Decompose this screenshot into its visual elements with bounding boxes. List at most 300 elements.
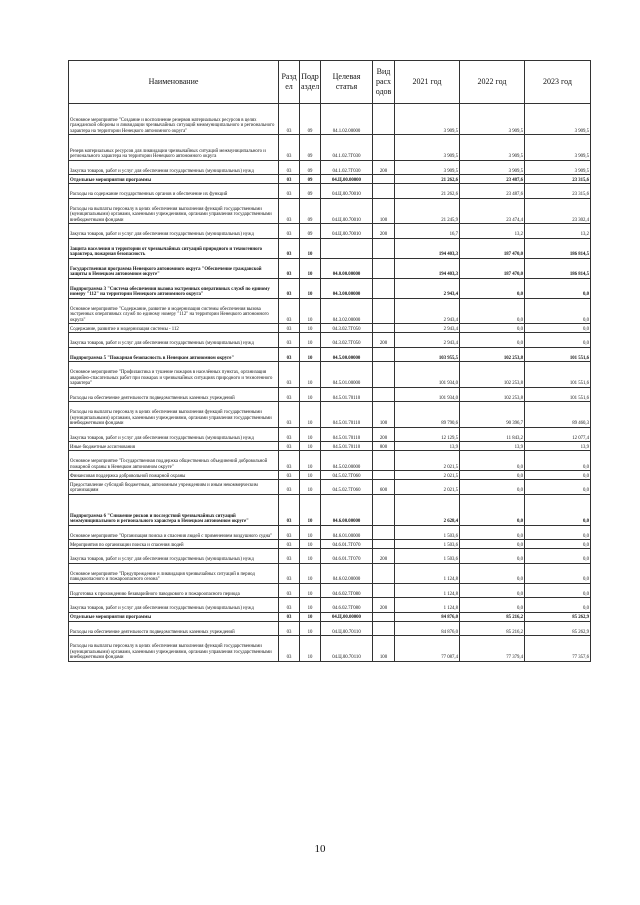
row-tselevaya-statya: 04.6.02.00000: [321, 563, 373, 583]
row-razdel: 03: [279, 347, 300, 362]
row-value-2021: 1 124,8: [395, 563, 460, 583]
row-tselevaya-statya: 04.Ц.00.70010: [321, 224, 373, 239]
row-value-2022: 102 253,8: [460, 362, 525, 388]
row-name: Отдельные мероприятия программы: [69, 612, 279, 621]
row-vid-raskhodov: 200: [373, 549, 395, 564]
row-podrazdel: 10: [300, 258, 321, 278]
row-value-2021: 1 124,8: [395, 598, 460, 613]
row-tselevaya-statya: 04.6.01.7Г070: [321, 549, 373, 564]
row-razdel: 03: [279, 549, 300, 564]
header-podrazdel: Подр аздел: [300, 61, 321, 104]
row-razdel: 03: [279, 480, 300, 495]
row-value-2023: 0,0: [525, 451, 591, 471]
row-vid-raskhodov: 100: [373, 402, 395, 428]
row-value-2021: 3 909,5: [395, 104, 460, 135]
row-razdel: 03: [279, 362, 300, 388]
row-tselevaya-statya: 04.6.01.00000: [321, 525, 373, 540]
row-tselevaya-statya: 04.6.00.00000: [321, 494, 373, 525]
table-row: [69, 563, 591, 583]
row-razdel: 03: [279, 402, 300, 428]
row-tselevaya-statya: 04.5.02.00000: [321, 451, 373, 471]
row-value-2023: 23 302,4: [525, 198, 591, 224]
row-value-2021: 101 934,0: [395, 362, 460, 388]
row-value-2021: 84 876,0: [395, 612, 460, 621]
row-tselevaya-statya: 04.1.02.7Г030: [321, 160, 373, 175]
row-name: Подготовка к прохождению безаварийного паводкового и пожароопасного периода: [69, 583, 279, 598]
row-value-2022: 0,0: [460, 583, 525, 598]
row-value-2023: 0,0: [525, 298, 591, 324]
row-tselevaya-statya: 04.1.02.7Г030: [321, 135, 373, 161]
row-podrazdel: 10: [300, 278, 321, 298]
table-row: [69, 621, 591, 636]
row-razdel: 03: [279, 612, 300, 621]
table-row: [69, 238, 591, 258]
row-vid-raskhodov: [373, 298, 395, 324]
row-value-2023: 186 814,5: [525, 258, 591, 278]
row-podrazdel: 09: [300, 175, 321, 184]
row-vid-raskhodov: 600: [373, 480, 395, 495]
row-vid-raskhodov: [373, 451, 395, 471]
row-vid-raskhodov: [373, 525, 395, 540]
row-tselevaya-statya: 04.Ц.00.00000: [321, 175, 373, 184]
row-value-2023: 12 077,4: [525, 427, 591, 442]
row-value-2023: 0,0: [525, 324, 591, 333]
row-name: Основное мероприятие "Создание и восполнение резервов материальных ресурсов в целях гражданской обороны и ликвидации чрезвычайных ситуаций межмуниципального и регионального характера на территории Ненецкого автономного округа": [69, 104, 279, 135]
row-name: Расходы на обеспечение деятельности подведомственных казенных учреждений: [69, 387, 279, 402]
row-vid-raskhodov: 200: [373, 224, 395, 239]
table-row: [69, 278, 591, 298]
row-vid-raskhodov: [373, 387, 395, 402]
row-podrazdel: 10: [300, 549, 321, 564]
row-value-2023: 0,0: [525, 525, 591, 540]
row-value-2022: 0,0: [460, 540, 525, 549]
row-value-2023: 0,0: [525, 480, 591, 495]
row-podrazdel: 10: [300, 494, 321, 525]
row-vid-raskhodov: [373, 347, 395, 362]
row-value-2022: 11 843,2: [460, 427, 525, 442]
table-row: [69, 471, 591, 480]
row-vid-raskhodov: [373, 494, 395, 525]
table-row: [69, 549, 591, 564]
row-value-2023: 3 909,5: [525, 160, 591, 175]
table-row: [69, 184, 591, 199]
row-name: Расходы на выплаты персоналу в целях обеспечения выполнения функций государственными (муниципальными) органами, казенными учреждениями, органами управления государственными внебюджетными фондами: [69, 402, 279, 428]
table-row: [69, 442, 591, 451]
row-razdel: 03: [279, 333, 300, 348]
row-name: Мероприятия по организации поиска и спасения людей: [69, 540, 279, 549]
table-row: [69, 135, 591, 161]
row-name: Отдельные мероприятия программы: [69, 175, 279, 184]
row-vid-raskhodov: 200: [373, 427, 395, 442]
row-value-2023: 0,0: [525, 549, 591, 564]
row-tselevaya-statya: 04.Ц.00.70010: [321, 198, 373, 224]
table-row: [69, 198, 591, 224]
row-value-2022: 13,2: [460, 224, 525, 239]
table-row: [69, 362, 591, 388]
row-value-2022: 23 474,4: [460, 198, 525, 224]
row-razdel: 03: [279, 451, 300, 471]
row-value-2021: 89 790,6: [395, 402, 460, 428]
row-value-2021: 2 021,5: [395, 480, 460, 495]
header-2022: 2022 год: [460, 61, 525, 104]
row-razdel: 03: [279, 621, 300, 636]
row-podrazdel: 10: [300, 298, 321, 324]
row-value-2021: 1 124,8: [395, 583, 460, 598]
row-razdel: 03: [279, 494, 300, 525]
table-row: [69, 612, 591, 621]
row-razdel: 03: [279, 387, 300, 402]
row-vid-raskhodov: 200: [373, 333, 395, 348]
row-vid-raskhodov: 800: [373, 442, 395, 451]
row-tselevaya-statya: 04.5.01.70110: [321, 402, 373, 428]
row-value-2023: 0,0: [525, 583, 591, 598]
row-value-2022: 0,0: [460, 471, 525, 480]
row-razdel: 03: [279, 135, 300, 161]
row-tselevaya-statya: 04.3.02.00000: [321, 298, 373, 324]
row-value-2022: 0,0: [460, 549, 525, 564]
table-row: [69, 298, 591, 324]
header-2023: 2023 год: [525, 61, 591, 104]
row-value-2023: 3 909,5: [525, 135, 591, 161]
row-tselevaya-statya: 04.3.00.00000: [321, 278, 373, 298]
row-razdel: 03: [279, 583, 300, 598]
row-value-2023: 0,0: [525, 540, 591, 549]
row-podrazdel: 10: [300, 442, 321, 451]
row-value-2023: 0,0: [525, 563, 591, 583]
table-row: [69, 160, 591, 175]
row-name: Подпрограмма 5 "Пожарная безопасность в Ненецком автономном округе": [69, 347, 279, 362]
row-tselevaya-statya: 04.6.02.7Г080: [321, 583, 373, 598]
header-vid-raskhodov: Вид расх одов: [373, 61, 395, 104]
table-row: [69, 451, 591, 471]
header-name: Наименование: [69, 61, 279, 104]
row-razdel: 03: [279, 471, 300, 480]
row-name: Подпрограмма 3 "Система обеспечения вызова экстренных оперативных служб по единому номеру "112" на территории Ненецкого автономного округа": [69, 278, 279, 298]
row-value-2022: 0,0: [460, 494, 525, 525]
row-name: Основное мероприятие "Предупреждение и ликвидация чрезвычайных ситуаций в период паводкоопасного и пожароопасного сезона": [69, 563, 279, 583]
header-2021: 2021 год: [395, 61, 460, 104]
row-name: Основное мероприятие "Организация поиска и спасения людей с применением воздушного судна": [69, 525, 279, 540]
row-name: Расходы на выплаты персоналу в целях обеспечения выполнения функций государственными (муниципальными) органами, казенными учреждениями, органами управления государственными внебюджетными фондами: [69, 198, 279, 224]
row-value-2022: 0,0: [460, 598, 525, 613]
row-tselevaya-statya: 04.3.02.7Г050: [321, 324, 373, 333]
row-name: Иные бюджетные ассигнования: [69, 442, 279, 451]
row-tselevaya-statya: 04.Ц.00.70110: [321, 621, 373, 636]
row-razdel: 03: [279, 258, 300, 278]
row-value-2022: 0,0: [460, 451, 525, 471]
row-value-2023: 23 315,6: [525, 184, 591, 199]
row-podrazdel: 09: [300, 135, 321, 161]
row-tselevaya-statya: 04.5.02.7Г060: [321, 471, 373, 480]
row-podrazdel: 10: [300, 636, 321, 662]
row-vid-raskhodov: 200: [373, 598, 395, 613]
row-name: Государственная программа Ненецкого автономного округа "Обеспечение гражданской защиты в Ненецком автономном округе": [69, 258, 279, 278]
row-value-2023: 101 551,6: [525, 347, 591, 362]
row-vid-raskhodov: [373, 612, 395, 621]
row-name: Основное мероприятие "Содержание, развитие и модернизация системы обеспечения вызова экстренных оперативных служб по единому номеру "112" на территории Ненецкого автономного округа": [69, 298, 279, 324]
row-name: Закупка товаров, работ и услуг для обеспечения государственных (муниципальных) нужд: [69, 224, 279, 239]
row-tselevaya-statya: 04.5.02.7Г060: [321, 480, 373, 495]
row-podrazdel: 10: [300, 612, 321, 621]
row-name: Предоставление субсидий бюджетным, автономным учреждениям и иным некоммерческим организациям: [69, 480, 279, 495]
row-razdel: 03: [279, 278, 300, 298]
row-value-2022: 102 253,8: [460, 387, 525, 402]
row-podrazdel: 10: [300, 451, 321, 471]
row-tselevaya-statya: [321, 238, 373, 258]
row-tselevaya-statya: 04.5.01.00000: [321, 362, 373, 388]
header-razdel: Разд ел: [279, 61, 300, 104]
row-value-2022: 0,0: [460, 563, 525, 583]
page-number: 10: [314, 843, 326, 855]
row-podrazdel: 10: [300, 402, 321, 428]
row-value-2021: 21 262,6: [395, 175, 460, 184]
table-row: [69, 258, 591, 278]
row-razdel: 03: [279, 184, 300, 199]
row-value-2023: 3 909,5: [525, 104, 591, 135]
row-value-2021: 21 262,6: [395, 184, 460, 199]
row-value-2022: 23 487,6: [460, 184, 525, 199]
row-razdel: 03: [279, 104, 300, 135]
row-name: Расходы на обеспечение деятельности подведомственных казенных учреждений: [69, 621, 279, 636]
row-value-2022: 0,0: [460, 324, 525, 333]
row-podrazdel: 10: [300, 598, 321, 613]
row-value-2021: 3 909,5: [395, 160, 460, 175]
table-row: [69, 347, 591, 362]
row-podrazdel: 09: [300, 160, 321, 175]
row-value-2021: 2 021,5: [395, 451, 460, 471]
row-value-2021: 21 245,9: [395, 198, 460, 224]
row-tselevaya-statya: 04.1.02.00000: [321, 104, 373, 135]
row-name: Основное мероприятие "Государственная поддержка общественных объединений добровольной пожарной охраны в Ненецком автономном округе": [69, 451, 279, 471]
row-value-2022: 0,0: [460, 278, 525, 298]
budget-sheet: [68, 60, 590, 662]
row-value-2021: 2 943,4: [395, 278, 460, 298]
row-value-2022: 0,0: [460, 480, 525, 495]
row-value-2022: 85 216,2: [460, 621, 525, 636]
row-tselevaya-statya: 04.Ц.00.70010: [321, 184, 373, 199]
row-value-2022: 85 216,2: [460, 612, 525, 621]
row-value-2022: 0,0: [460, 298, 525, 324]
row-value-2023: 0,0: [525, 278, 591, 298]
row-name: Расходы на выплаты персоналу в целях обеспечения выполнения функций государственными (муниципальными) органами, казенными учреждениями, органами управления государственными внебюджетными фондами: [69, 636, 279, 662]
row-podrazdel: 10: [300, 621, 321, 636]
row-name: Подпрограмма 6 "Снижение рисков и последствий чрезвычайных ситуаций межмуниципального и регионального характера в Ненецком автономном округе": [69, 494, 279, 525]
row-value-2022: 3 909,5: [460, 135, 525, 161]
row-name: Закупка товаров, работ и услуг для обеспечения государственных (муниципальных) нужд: [69, 598, 279, 613]
row-value-2021: 3 909,5: [395, 135, 460, 161]
row-value-2023: 101 551,6: [525, 362, 591, 388]
row-value-2021: 101 934,0: [395, 387, 460, 402]
row-vid-raskhodov: 100: [373, 636, 395, 662]
row-name: Закупка товаров, работ и услуг для обеспечения государственных (муниципальных) нужд: [69, 549, 279, 564]
row-tselevaya-statya: 04.5.01.70110: [321, 387, 373, 402]
table-body: [69, 104, 591, 662]
row-name: Закупка товаров, работ и услуг для обеспечения государственных (муниципальных) нужд: [69, 427, 279, 442]
row-tselevaya-statya: 04.3.02.7Г050: [321, 333, 373, 348]
row-value-2023: 186 814,5: [525, 238, 591, 258]
row-value-2022: 13,9: [460, 442, 525, 451]
row-value-2022: 77 379,4: [460, 636, 525, 662]
row-razdel: 03: [279, 442, 300, 451]
row-value-2021: 2 943,4: [395, 298, 460, 324]
row-name: Основное мероприятие "Профилактика и тушение пожаров в населённых пунктах, организация аварийно-спасательных работ при пожарах и чрезвычайных ситуациях природного и техногенного характера": [69, 362, 279, 388]
table-row: [69, 583, 591, 598]
row-value-2023: 0,0: [525, 598, 591, 613]
row-value-2023: 13,9: [525, 442, 591, 451]
row-value-2021: 1 503,6: [395, 549, 460, 564]
table-row: [69, 387, 591, 402]
row-vid-raskhodov: [373, 324, 395, 333]
row-tselevaya-statya: 04.Ц.00.00000: [321, 612, 373, 621]
row-value-2022: 0,0: [460, 525, 525, 540]
row-podrazdel: 10: [300, 583, 321, 598]
row-name: Расходы на содержание государственных органов и обеспечение их функций: [69, 184, 279, 199]
row-name: Резерв материальных ресурсов для ликвидации чрезвычайных ситуаций межмуниципального и регионального характера на территории Ненецкого автономного округа: [69, 135, 279, 161]
row-vid-raskhodov: [373, 184, 395, 199]
row-podrazdel: 10: [300, 427, 321, 442]
row-value-2022: 187 470,0: [460, 238, 525, 258]
row-tselevaya-statya: 04.6.02.7Г080: [321, 598, 373, 613]
row-vid-raskhodov: [373, 540, 395, 549]
row-value-2021: 2 628,4: [395, 494, 460, 525]
row-value-2023: 85 262,9: [525, 612, 591, 621]
table-row: [69, 636, 591, 662]
row-name: Закупка товаров, работ и услуг для обеспечения государственных (муниципальных) нужд: [69, 160, 279, 175]
row-vid-raskhodov: [373, 471, 395, 480]
row-value-2022: 3 909,5: [460, 160, 525, 175]
row-tselevaya-statya: 04.5.00.00000: [321, 347, 373, 362]
row-value-2021: 12 129,5: [395, 427, 460, 442]
row-podrazdel: 09: [300, 198, 321, 224]
row-value-2022: 3 909,5: [460, 104, 525, 135]
row-value-2022: 0,0: [460, 333, 525, 348]
row-razdel: 03: [279, 238, 300, 258]
row-razdel: 03: [279, 540, 300, 549]
row-vid-raskhodov: [373, 563, 395, 583]
row-name: Закупка товаров, работ и услуг для обеспечения государственных (муниципальных) нужд: [69, 333, 279, 348]
row-value-2023: 0,0: [525, 494, 591, 525]
table-row: [69, 598, 591, 613]
row-podrazdel: 10: [300, 480, 321, 495]
row-podrazdel: 09: [300, 224, 321, 239]
row-value-2021: 2 021,5: [395, 471, 460, 480]
row-value-2023: 0,0: [525, 333, 591, 348]
row-value-2023: 0,0: [525, 471, 591, 480]
table-row: [69, 175, 591, 184]
row-podrazdel: 10: [300, 333, 321, 348]
row-razdel: 03: [279, 298, 300, 324]
row-value-2022: 187 470,0: [460, 258, 525, 278]
row-value-2023: 89 460,3: [525, 402, 591, 428]
row-podrazdel: 10: [300, 540, 321, 549]
row-value-2023: 23 315,6: [525, 175, 591, 184]
table-row: [69, 427, 591, 442]
budget-table: [68, 60, 591, 662]
row-razdel: 03: [279, 224, 300, 239]
row-podrazdel: 09: [300, 104, 321, 135]
row-razdel: 03: [279, 563, 300, 583]
row-vid-raskhodov: [373, 362, 395, 388]
row-vid-raskhodov: [373, 135, 395, 161]
row-name: Защита населения и территории от чрезвычайных ситуаций природного и техногенного характера, пожарная безопасность: [69, 238, 279, 258]
table-row: [69, 333, 591, 348]
row-razdel: 03: [279, 160, 300, 175]
row-tselevaya-statya: 04.Ц.00.70110: [321, 636, 373, 662]
row-vid-raskhodov: [373, 278, 395, 298]
row-podrazdel: 10: [300, 347, 321, 362]
row-value-2021: 194 403,3: [395, 238, 460, 258]
row-value-2022: 90 396,7: [460, 402, 525, 428]
header-tselevaya-statya: Целевая статья: [321, 61, 373, 104]
row-podrazdel: 10: [300, 525, 321, 540]
row-vid-raskhodov: 200: [373, 160, 395, 175]
row-value-2021: 2 943,4: [395, 333, 460, 348]
row-vid-raskhodov: [373, 238, 395, 258]
row-razdel: 03: [279, 598, 300, 613]
row-podrazdel: 10: [300, 238, 321, 258]
row-podrazdel: 10: [300, 471, 321, 480]
row-razdel: 03: [279, 525, 300, 540]
row-value-2022: 23 487,6: [460, 175, 525, 184]
row-tselevaya-statya: 04.5.01.70110: [321, 442, 373, 451]
row-name: Содержание, развитие и модернизация системы - 112: [69, 324, 279, 333]
row-value-2021: 13,9: [395, 442, 460, 451]
table-row: [69, 402, 591, 428]
row-name: Финансовая поддержка добровольной пожарной охраны: [69, 471, 279, 480]
row-vid-raskhodov: [373, 621, 395, 636]
row-value-2022: 102 253,8: [460, 347, 525, 362]
table-row: [69, 224, 591, 239]
row-value-2023: 77 357,6: [525, 636, 591, 662]
row-tselevaya-statya: 04.6.01.7Г070: [321, 540, 373, 549]
row-vid-raskhodov: [373, 583, 395, 598]
row-razdel: 03: [279, 324, 300, 333]
row-podrazdel: 10: [300, 563, 321, 583]
row-podrazdel: 09: [300, 184, 321, 199]
row-value-2023: 101 551,6: [525, 387, 591, 402]
row-value-2021: 77 087,4: [395, 636, 460, 662]
row-value-2021: 1 503,6: [395, 540, 460, 549]
row-vid-raskhodov: [373, 258, 395, 278]
row-tselevaya-statya: 04.5.01.70110: [321, 427, 373, 442]
row-value-2021: 194 403,3: [395, 258, 460, 278]
row-razdel: 03: [279, 175, 300, 184]
row-vid-raskhodov: 100: [373, 198, 395, 224]
table-row: [69, 480, 591, 495]
row-value-2021: 103 955,5: [395, 347, 460, 362]
row-vid-raskhodov: [373, 104, 395, 135]
table-row: [69, 540, 591, 549]
row-value-2021: 84 876,0: [395, 621, 460, 636]
row-vid-raskhodov: [373, 175, 395, 184]
row-razdel: 03: [279, 198, 300, 224]
table-row: [69, 324, 591, 333]
table-row: [69, 494, 591, 525]
row-value-2023: 13,2: [525, 224, 591, 239]
row-podrazdel: 10: [300, 362, 321, 388]
table-row: [69, 104, 591, 135]
table-header-row: [69, 61, 591, 104]
row-razdel: 03: [279, 636, 300, 662]
row-value-2021: 2 943,4: [395, 324, 460, 333]
row-tselevaya-statya: 04.0.00.00000: [321, 258, 373, 278]
row-podrazdel: 10: [300, 324, 321, 333]
row-razdel: 03: [279, 427, 300, 442]
row-value-2023: 85 262,9: [525, 621, 591, 636]
table-row: [69, 525, 591, 540]
row-value-2021: 1 503,6: [395, 525, 460, 540]
row-value-2021: 16,7: [395, 224, 460, 239]
